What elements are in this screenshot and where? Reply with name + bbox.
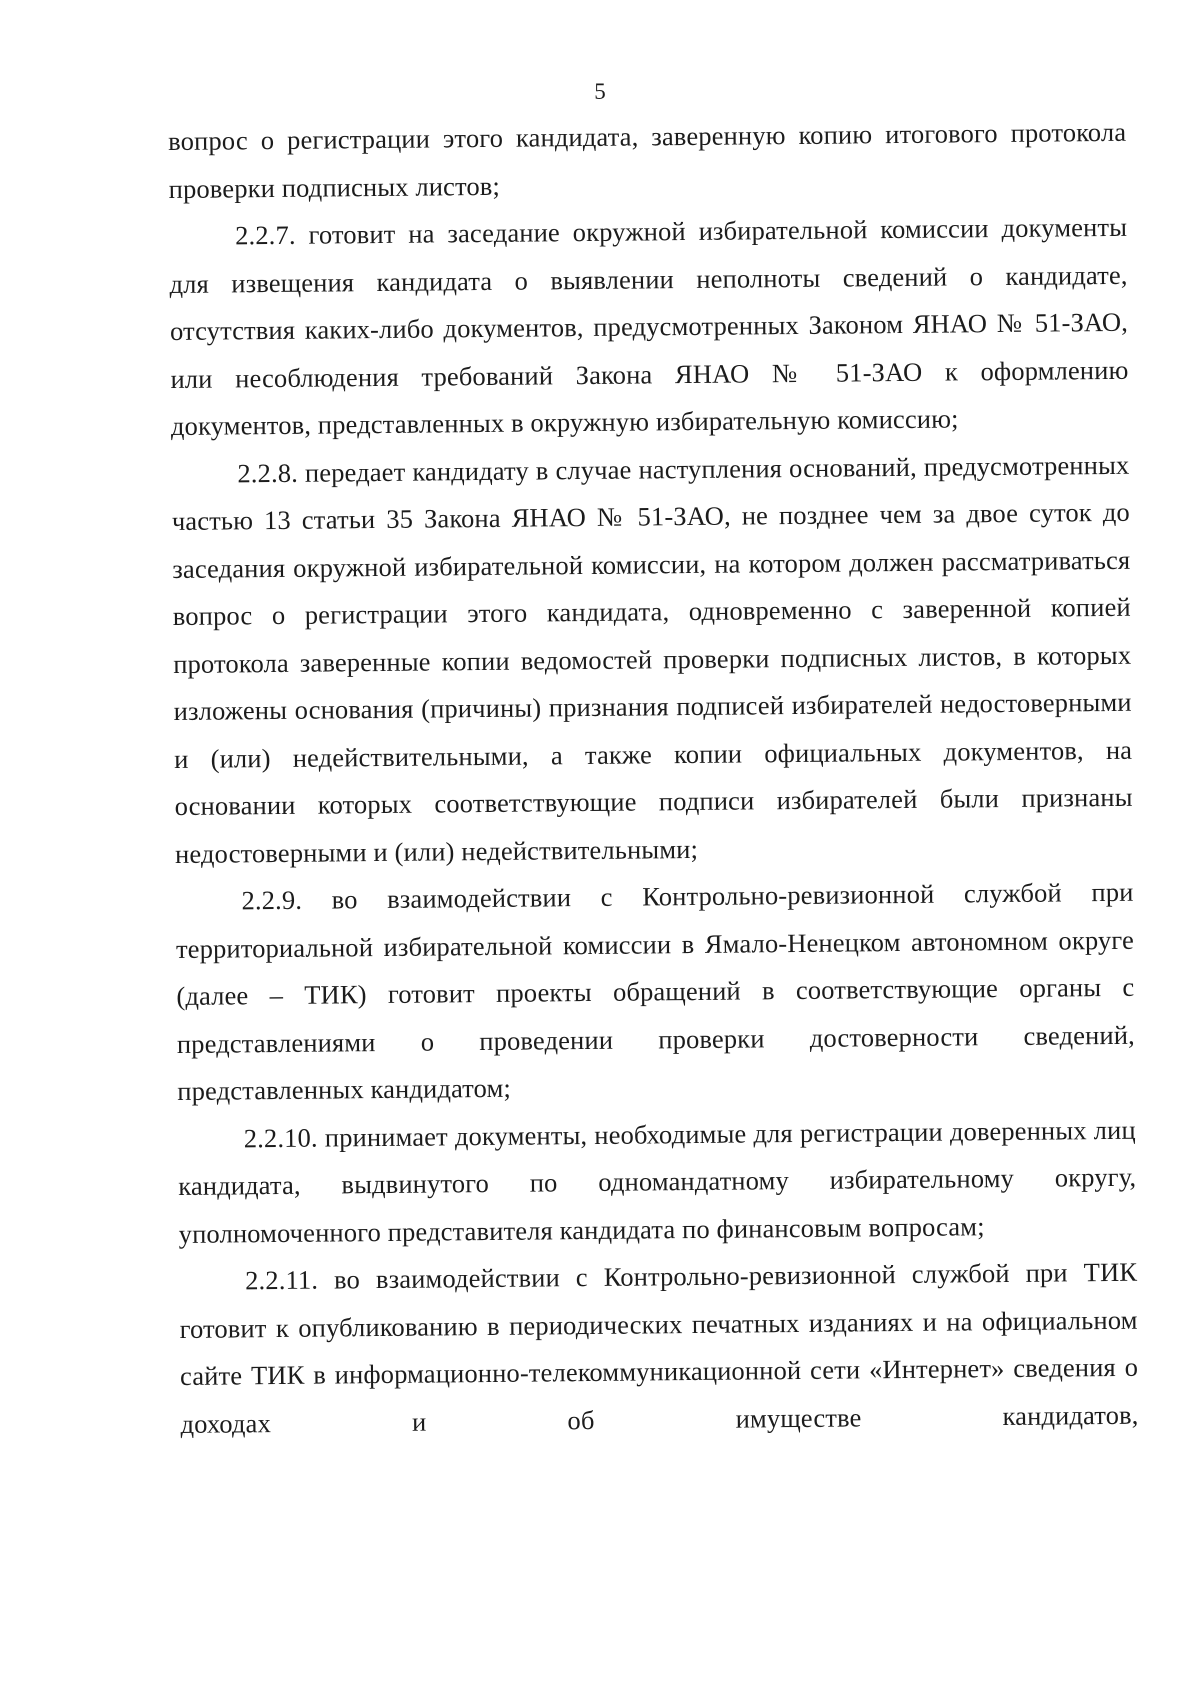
paragraph-2-2-11: 2.2.11. во взаимодействии с Контрольно-ревизионной службой при ТИК готовит к опубликованию в периодических печатных изданиях и на официальном сайте ТИК в информационно-телекоммуникационной сети «Интернет» сведения о доходах и об имуществе кандидатов, [179, 1256, 1139, 1439]
paragraph-continuation: вопрос о регистрации этого кандидата, заверенную копию итогового протокола проверки подписных листов; [168, 116, 1127, 204]
paragraph-2-2-7: 2.2.7. готовит на заседание окружной избирательной комиссии документы для извещения кандидата о выявлении неполноты сведений о кандидате, отсутствия каких-либо документов, предусмотренных Законом ЯНАО № 51-ЗАО, или несоблюдения требований Закона ЯНАО № 51-ЗАО к оформлению документов, представленных в окружную избирательную комиссию; [169, 211, 1129, 441]
document-body [168, 109, 1139, 1448]
paragraph-2-2-10: 2.2.10. принимает документы, необходимые для регистрации доверенных лиц кандидата, выдвинутого по одномандатному избирательному округу, уполномоченного представителя кандидата по финансовым вопросам; [178, 1114, 1137, 1249]
paragraph-2-2-8: 2.2.8. передает кандидату в случае наступления оснований, предусмотренных частью 13 статьи 35 Закона ЯНАО № 51-ЗАО, не позднее чем за двое суток до заседания окружной избирательной комиссии, на котором должен рассматриваться вопрос о регистрации этого кандидата, одновременно с заверенной копией протокола заверенные копии ведомостей проверки подписных листов, в которых изложены основания (причины) признания подписей избирателей недостоверными и (или) недействительными, а также копии официальных документов, на основании которых соответствующие подписи избирателей были признаны недостоверными и (или) недействительными; [171, 449, 1133, 869]
paragraph-2-2-9: 2.2.9. во взаимодействии с Контрольно-ревизионной службой при территориальной избирательной комиссии в Ямало-Ненецком автономном округе (далее – ТИК) готовит проекты обращений в соответствующие органы с представлениями о проведении проверки достоверности сведений, представленных кандидатом; [175, 876, 1135, 1106]
page-number: 5 [594, 79, 606, 104]
